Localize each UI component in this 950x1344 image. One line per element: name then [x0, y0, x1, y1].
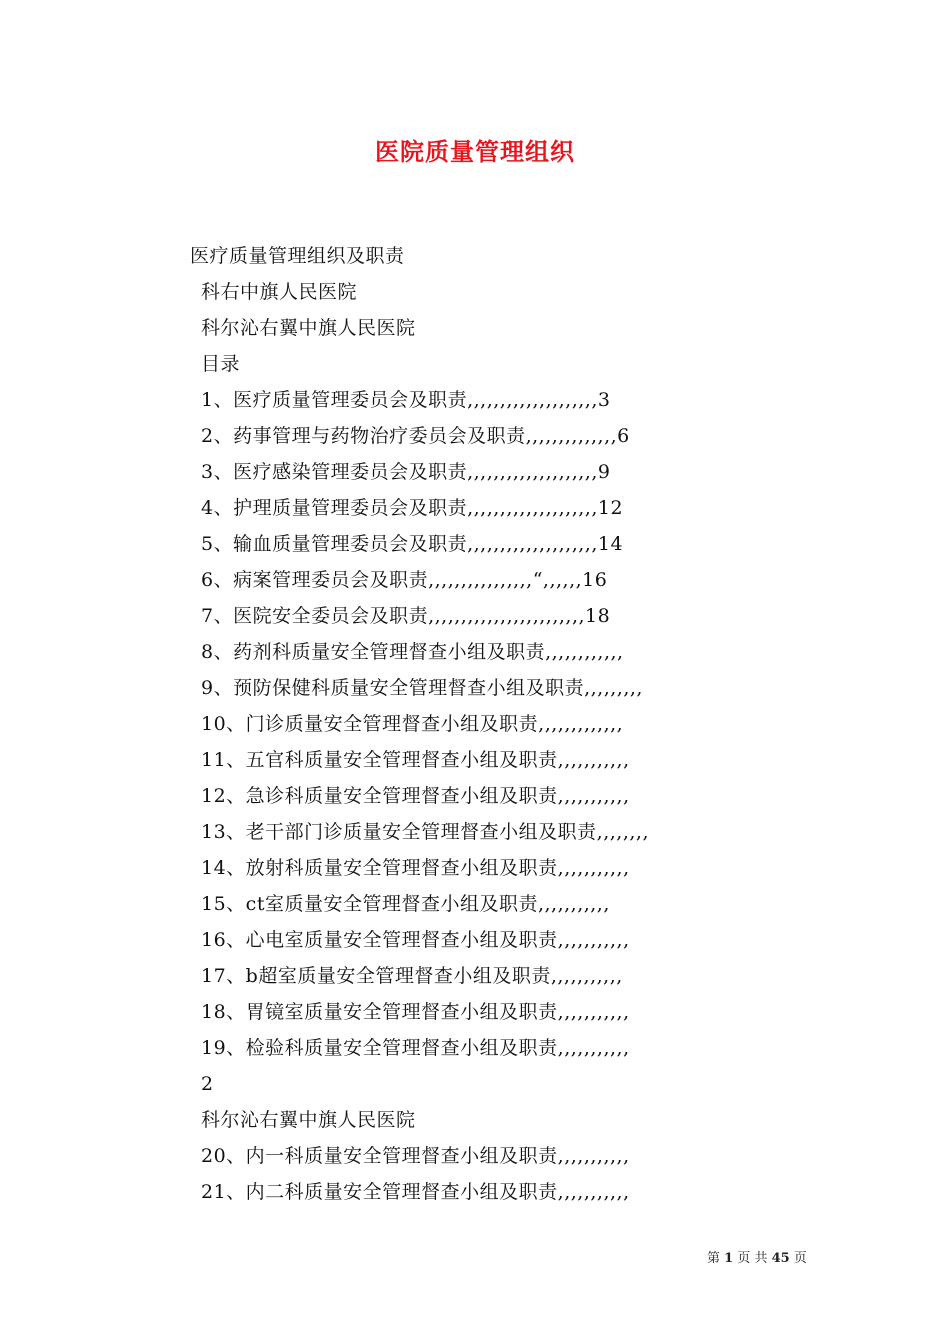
footer-suffix: 页 — [793, 1251, 807, 1266]
inline-page-number: 2 — [201, 1073, 214, 1095]
toc-entry: 1、医疗质量管理委员会及职责,,,,,,,,,,,,,,,,,,,,3 — [201, 389, 611, 411]
toc-entry: 5、输血质量管理委员会及职责,,,,,,,,,,,,,,,,,,,,14 — [201, 533, 624, 555]
toc-entry: 8、药剂科质量安全管理督查小组及职责,,,,,,,,,,,, — [201, 641, 624, 663]
toc-entry: 9、预防保健科质量安全管理督查小组及职责,,,,,,,,, — [201, 677, 643, 699]
document-subtitle: 医疗质量管理组织及职责 — [190, 245, 405, 267]
toc-entry: 7、医院安全委员会及职责,,,,,,,,,,,,,,,,,,,,,,,,18 — [201, 605, 611, 627]
toc-entry: 12、急诊科质量安全管理督查小组及职责,,,,,,,,,,, — [201, 785, 630, 807]
footer-middle: 页 共 — [737, 1251, 768, 1266]
toc-entry: 21、内二科质量安全管理督查小组及职责,,,,,,,,,,, — [201, 1181, 630, 1203]
toc-entry: 20、内一科质量安全管理督查小组及职责,,,,,,,,,,, — [201, 1145, 630, 1167]
toc-entry: 3、医疗感染管理委员会及职责,,,,,,,,,,,,,,,,,,,,9 — [201, 461, 611, 483]
toc-heading: 目录 — [201, 353, 241, 375]
toc-entry: 14、放射科质量安全管理督查小组及职责,,,,,,,,,,, — [201, 857, 630, 879]
toc-entry: 2、药事管理与药物治疗委员会及职责,,,,,,,,,,,,,,6 — [201, 425, 630, 447]
hospital-short-name: 科右中旗人民医院 — [201, 281, 358, 303]
toc-entry: 13、老干部门诊质量安全管理督查小组及职责,,,,,,,, — [201, 821, 649, 843]
hospital-full-name-repeat: 科尔沁右翼中旗人民医院 — [201, 1109, 416, 1131]
toc-entry: 18、胃镜室质量安全管理督查小组及职责,,,,,,,,,,, — [201, 1001, 630, 1023]
page-title: 医院质量管理组织 — [375, 137, 575, 166]
toc-entry: 15、ct室质量安全管理督查小组及职责,,,,,,,,,,, — [201, 893, 610, 915]
toc-entry: 11、五官科质量安全管理督查小组及职责,,,,,,,,,,, — [201, 749, 630, 771]
footer-prefix: 第 — [707, 1251, 721, 1266]
toc-entry: 10、门诊质量安全管理督查小组及职责,,,,,,,,,,,,, — [201, 713, 624, 735]
toc-entry: 17、b超室质量安全管理督查小组及职责,,,,,,,,,,, — [201, 965, 623, 987]
footer-total-pages: 45 — [771, 1251, 790, 1266]
footer-current-page: 1 — [724, 1251, 734, 1266]
toc-entry: 16、心电室质量安全管理督查小组及职责,,,,,,,,,,, — [201, 929, 630, 951]
document-body — [0, 238, 950, 1210]
toc-entry: 19、检验科质量安全管理督查小组及职责,,,,,,,,,,, — [201, 1037, 630, 1059]
toc-entry: 6、病案管理委员会及职责,,,,,,,,,,,,,,,,“,,,,,,16 — [201, 569, 608, 591]
hospital-full-name: 科尔沁右翼中旗人民医院 — [201, 317, 416, 339]
toc-entry: 4、护理质量管理委员会及职责,,,,,,,,,,,,,,,,,,,,12 — [201, 497, 624, 519]
page-footer — [707, 1247, 807, 1266]
